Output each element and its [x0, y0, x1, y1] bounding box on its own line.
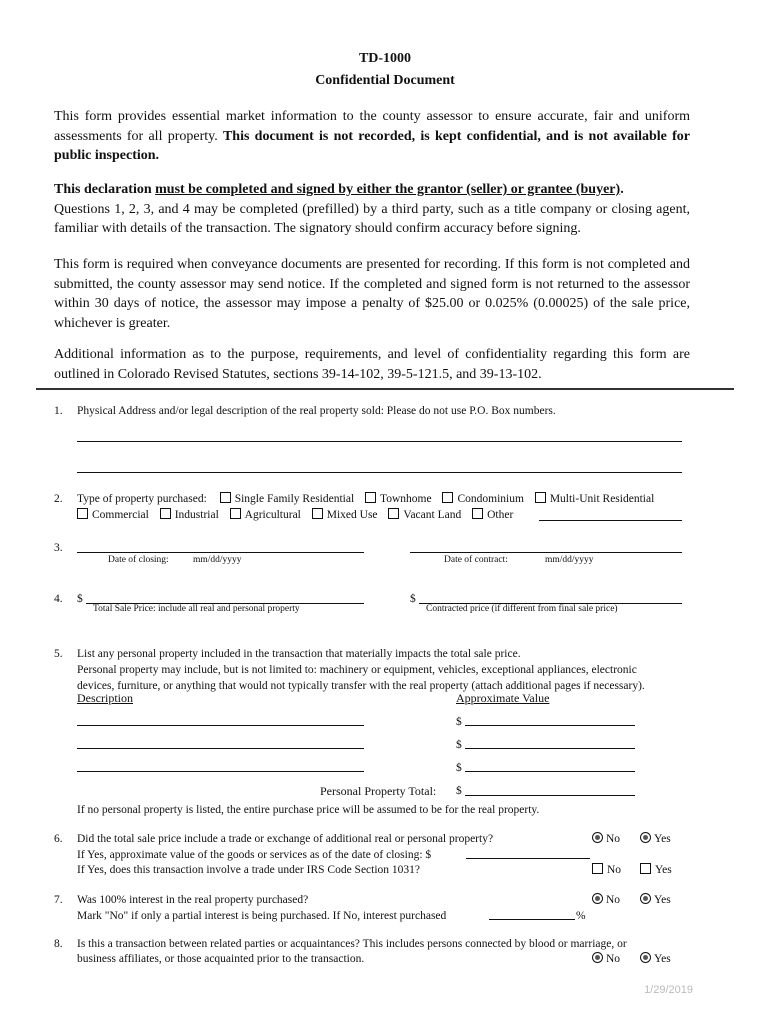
other-type-line[interactable] — [539, 520, 682, 521]
dollar-sign: $ — [456, 762, 462, 774]
q2-text: Type of property purchased: — [77, 493, 207, 505]
address-line-1[interactable] — [77, 441, 682, 442]
form-code: TD-1000 — [358, 51, 412, 66]
option-industrial[interactable]: Industrial — [160, 507, 219, 523]
revision-date: 1/29/2019 — [644, 984, 693, 996]
q5-text: List any personal property included in the transaction that materially impacts the total sale price. Personal property may include, but is not limited to: machinery or equipment, vehicles, exceptional appliances, electronic devices, furniture, or anything that would not typically transfer with the real property (attach additional pages if necessary). — [77, 648, 645, 692]
dollar-sign: $ — [456, 716, 462, 728]
option-commercial[interactable]: Commercial — [77, 507, 149, 523]
q6-number: 6. — [54, 833, 63, 845]
description-header: Description — [77, 691, 133, 705]
radio-button[interactable] — [592, 952, 603, 963]
checkbox[interactable] — [592, 863, 603, 874]
value-line-2[interactable] — [465, 748, 635, 749]
q4-number: 4. — [54, 593, 63, 605]
address-line-2[interactable] — [77, 472, 682, 473]
form-subtitle: Confidential Document — [315, 73, 455, 88]
q6-line-3: If Yes, does this transaction involve a trade under IRS Code Section 1031? — [77, 864, 421, 876]
q6-line-2: If Yes, approximate value of the goods or services as of the date of closing: $ — [77, 849, 432, 861]
radio-button[interactable] — [640, 952, 651, 963]
intro-paragraph-3: This form is required when conveyance documents are presented for recording. If this form is not completed and submitted, the county assessor may send notice. If the completed and signed form is not returned to the assessor within 30 days of notice, the assessor may impose a penalty of $25.00 or 0.025% (0.00025) of the sale price, whichever is greater. — [54, 257, 690, 331]
intro-paragraph-1: This form provides essential market information to the county assessor to ensure accurate, fair and uniform assessments for all property. This document is not recorded, is kept confidential, and is not available for public inspection. — [54, 109, 691, 163]
q7-line-2: Mark "No" if only a partial interest is being purchased. If No, interest purchased — [77, 910, 447, 922]
checkbox[interactable] — [365, 492, 376, 503]
option-single-family[interactable]: Single Family Residential — [220, 491, 354, 507]
dollar-sign: $ — [456, 785, 462, 797]
q7-no-option[interactable]: No — [592, 892, 620, 908]
interest-purchased-line[interactable] — [489, 919, 575, 920]
checkbox[interactable] — [160, 508, 171, 519]
checkbox[interactable] — [77, 508, 88, 519]
checkbox[interactable] — [535, 492, 546, 503]
value-line-1[interactable] — [465, 725, 635, 726]
checkbox[interactable] — [220, 492, 231, 503]
checkbox[interactable] — [388, 508, 399, 519]
closing-date-label: Date of closing: — [108, 555, 169, 565]
total-sale-price-label: Total Sale Price: include all real and personal property — [93, 604, 300, 614]
option-mixed-use[interactable]: Mixed Use — [312, 507, 378, 523]
property-type-row-1 — [77, 491, 662, 507]
q6-yes-option[interactable]: Yes — [640, 831, 671, 847]
q2-number: 2. — [54, 493, 63, 505]
q8-no-option[interactable]: No — [592, 951, 620, 967]
checkbox[interactable] — [472, 508, 483, 519]
intro-paragraph-2: This declaration must be completed and signed by either the grantor (seller) or grantee (buyer). Questions 1, 2, 3, and 4 may be completed (prefilled) by a third party, such as a title company or closing agent, familiar with details of the transaction. The signatory should confirm accuracy before signing. — [54, 182, 690, 236]
dollar-sign: $ — [410, 593, 416, 605]
personal-property-total-label: Personal Property Total: — [320, 784, 437, 798]
trade-value-line[interactable] — [466, 858, 590, 859]
intro-paragraph-4: Additional information as to the purpose, requirements, and level of confidentiality regarding this form are outlined in Colorado Revised Statutes, sections 39-14-102, 39-5-121.5, and 39-13-102. — [54, 347, 690, 382]
value-line-3[interactable] — [465, 771, 635, 772]
checkbox[interactable] — [230, 508, 241, 519]
checkbox[interactable] — [640, 863, 651, 874]
q6-line-1: Did the total sale price include a trade or exchange of additional real or personal property? — [77, 833, 494, 845]
radio-button[interactable] — [640, 893, 651, 904]
dollar-sign: $ — [456, 739, 462, 751]
q6-no-option[interactable]: No — [592, 831, 620, 847]
percent-sign: % — [576, 910, 586, 922]
property-type-row-2 — [77, 507, 521, 523]
approximate-value-header: Approximate Value — [456, 691, 550, 705]
q8-line-2: business affiliates, or those acquainted prior to the transaction. — [77, 953, 365, 965]
q8-number: 8. — [54, 938, 63, 950]
radio-button[interactable] — [592, 832, 603, 843]
checkbox[interactable] — [312, 508, 323, 519]
option-agricultural[interactable]: Agricultural — [230, 507, 301, 523]
contracted-price-label: Contracted price (if different from final sale price) — [426, 604, 618, 614]
q8-yes-option[interactable]: Yes — [640, 951, 671, 967]
q3-number: 3. — [54, 542, 63, 554]
option-other[interactable]: Other — [472, 507, 513, 523]
q1-text: Physical Address and/or legal description of the real property sold: Please do not use P.O. Box numbers. — [77, 405, 556, 417]
q8-line-1: Is this a transaction between related parties or acquaintances? This includes persons connected by blood or marriage, or — [77, 938, 627, 950]
contract-date-label: Date of contract: — [444, 555, 508, 565]
q7-line-1: Was 100% interest in the real property purchased? — [77, 894, 309, 906]
option-townhome[interactable]: Townhome — [365, 491, 432, 507]
option-multi-unit[interactable]: Multi-Unit Residential — [535, 491, 654, 507]
contract-date-format: mm/dd/yyyy — [545, 555, 594, 565]
option-condominium[interactable]: Condominium — [442, 491, 523, 507]
contract-date-line[interactable] — [410, 552, 682, 553]
section-divider — [36, 388, 734, 390]
closing-date-line[interactable] — [77, 552, 364, 553]
q1-number: 1. — [54, 405, 63, 417]
description-line-3[interactable] — [77, 771, 364, 772]
closing-date-format: mm/dd/yyyy — [193, 555, 242, 565]
radio-button[interactable] — [640, 832, 651, 843]
radio-button[interactable] — [592, 893, 603, 904]
q5-note: If no personal property is listed, the entire purchase price will be assumed to be for the real property. — [77, 804, 540, 816]
q6-1031-yes-option[interactable]: Yes — [640, 862, 672, 878]
q7-number: 7. — [54, 894, 63, 906]
q6-1031-no-option[interactable]: No — [592, 862, 621, 878]
description-line-2[interactable] — [77, 748, 364, 749]
q7-yes-option[interactable]: Yes — [640, 892, 671, 908]
q5-number: 5. — [54, 648, 63, 660]
checkbox[interactable] — [442, 492, 453, 503]
personal-property-total-line[interactable] — [465, 795, 635, 796]
option-vacant-land[interactable]: Vacant Land — [388, 507, 461, 523]
description-line-1[interactable] — [77, 725, 364, 726]
dollar-sign: $ — [77, 593, 83, 605]
